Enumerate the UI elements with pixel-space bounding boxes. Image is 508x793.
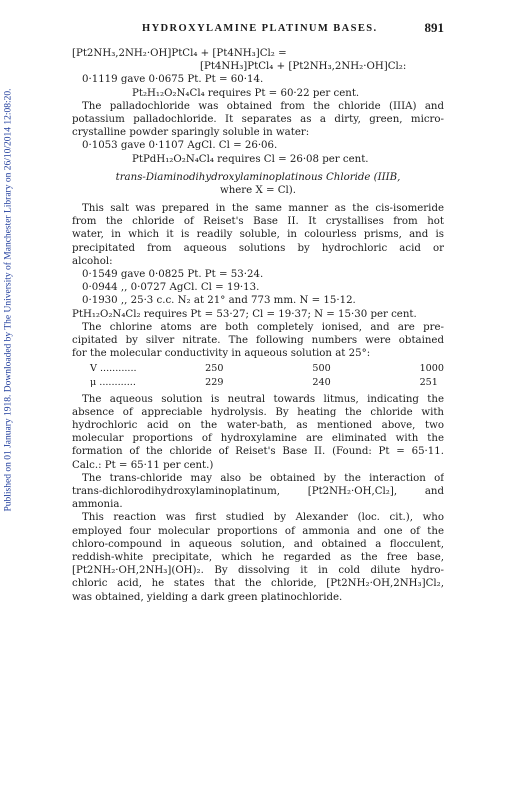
table-row	[90, 376, 444, 389]
paragraph-line: The aqueous solution is neutral towards litmus, indicating the	[82, 393, 444, 405]
paragraph-line: trans-dichlorodihydroxylaminoplatinum, [Pt2NH₂·OH,Cl₂], and	[72, 486, 444, 498]
analysis-line: 0·1930 ,, 25·3 c.c. N₂ at 21° and 773 mm. N = 15·12.	[82, 295, 356, 307]
conductivity-table	[90, 362, 444, 388]
paragraph-line: alcohol:	[72, 255, 113, 267]
row-label-mu: μ ............	[90, 376, 136, 388]
paragraph-line: The palladochloride was obtained from the chloride (IIIA) and	[82, 100, 444, 112]
page-number: 891	[424, 20, 444, 35]
formula-requirement: Pt₂H₁₂O₂N₄Cl₄ requires Pt = 60·22 per cent.	[132, 87, 360, 99]
paragraph-line: from the chloride of Reiset's Base II. It crystallises from hot	[72, 216, 444, 228]
margin-note-text: Published on 01 January 1918. Downloaded by The University of Manchester Library on 26/10/2014 12:08:20.	[4, 88, 15, 512]
analysis-line: 0·0944 ,, 0·0727 AgCl. Cl = 19·13.	[82, 282, 260, 294]
section-heading: trans-Diaminodihydroxylaminoplatinous Chloride (IIIB,	[115, 171, 401, 183]
equation-line: [Pt2NH₃,2NH₂·OH]PtCl₄ + [Pt4NH₃]Cl₂ =	[72, 48, 287, 59]
row-label-v: V ............	[90, 363, 137, 375]
paragraph-line: employed four molecular proportions of ammonia and one of the	[72, 525, 444, 537]
analysis-line: 0·1119 gave 0·0675 Pt. Pt = 60·14.	[82, 74, 264, 86]
table-cell: 500	[312, 363, 331, 375]
paragraph-line: This salt was prepared in the same manner as the cis-isomeride	[82, 203, 444, 215]
paragraph-line: This reaction was first studied by Alexander (loc. cit.), who	[82, 512, 444, 524]
running-title: HYDROXYLAMINE PLATINUM BASES.	[142, 23, 378, 34]
download-margin-note	[2, 40, 16, 560]
analysis-line: 0·1549 gave 0·0825 Pt. Pt = 53·24.	[82, 269, 264, 280]
table-row	[90, 362, 444, 375]
paragraph-line: molecular proportions of hydroxylamine are eliminated with the	[72, 433, 444, 445]
table-cell: 251	[419, 376, 438, 388]
analysis-line: 0·1053 gave 0·1107 AgCl. Cl = 26·06.	[82, 140, 278, 152]
paragraph-line: ammonia.	[72, 499, 123, 511]
formula-requirement: PtPdH₁₂O₂N₄Cl₄ requires Cl = 26·08 per cent.	[132, 153, 369, 165]
paragraph-line: potassium palladochloride. It separates as a dirty, green, micro-	[72, 113, 444, 125]
paragraph-line: reddish-white precipitate, which he regarded as the free base,	[72, 551, 444, 563]
table-cell: 250	[205, 363, 224, 375]
paragraph-line: formation of the chloride of Reiset's Base II. (Found: Pt = 65·11.	[72, 446, 444, 458]
equation-line: [Pt4NH₃]PtCl₄ + [Pt2NH₃,2NH₂·OH]Cl₂:	[200, 61, 407, 73]
paragraph-line: chloro-compound in aqueous solution, and obtained a flocculent,	[72, 538, 444, 550]
paragraph-line: was obtained, yielding a dark green platinochloride.	[72, 591, 343, 603]
table-cell: 240	[312, 376, 331, 388]
table-cell: 1000	[419, 363, 444, 375]
paragraph-line: hydrochloric acid on the water-bath, as mentioned above, two	[72, 420, 444, 432]
paragraph-line: absence of appreciable hydrolysis. By heating the chloride with	[72, 406, 444, 418]
section-heading-cont: where X = Cl).	[220, 184, 296, 196]
page-header	[72, 20, 444, 38]
paragraph-line: Calc.: Pt = 65·11 per cent.)	[72, 459, 214, 471]
paragraph-line: water, in which it is readily soluble, in colourless prisms, and is	[72, 229, 444, 241]
paragraph-line: [Pt2NH₂·OH,2NH₃](OH)₂. By dissolving it in cold dilute hydro-	[72, 565, 444, 577]
formula-requirement: PtH₁₂O₂N₄Cl₂ requires Pt = 53·27; Cl = 19·37; N = 15·30 per cent.	[72, 308, 417, 320]
paragraph-line: for the molecular conductivity in aqueous solution at 25°:	[72, 348, 371, 360]
paragraph-line: chloric acid, he states that the chloride, [Pt2NH₂·OH,2NH₃]Cl₂,	[72, 578, 444, 590]
table-cell: 229	[205, 376, 224, 388]
paragraph-line: precipitated from aqueous solutions by hydrochloric acid or	[72, 242, 444, 254]
page-body	[72, 47, 444, 604]
paragraph-line: The trans-chloride may also be obtained by the interaction of	[82, 472, 444, 484]
paragraph-line: cipitated by silver nitrate. The following numbers were obtained	[72, 334, 444, 346]
paragraph-line: The chlorine atoms are both completely ionised, and are pre-	[82, 321, 444, 333]
paragraph-line: crystalline powder sparingly soluble in water:	[72, 127, 310, 139]
